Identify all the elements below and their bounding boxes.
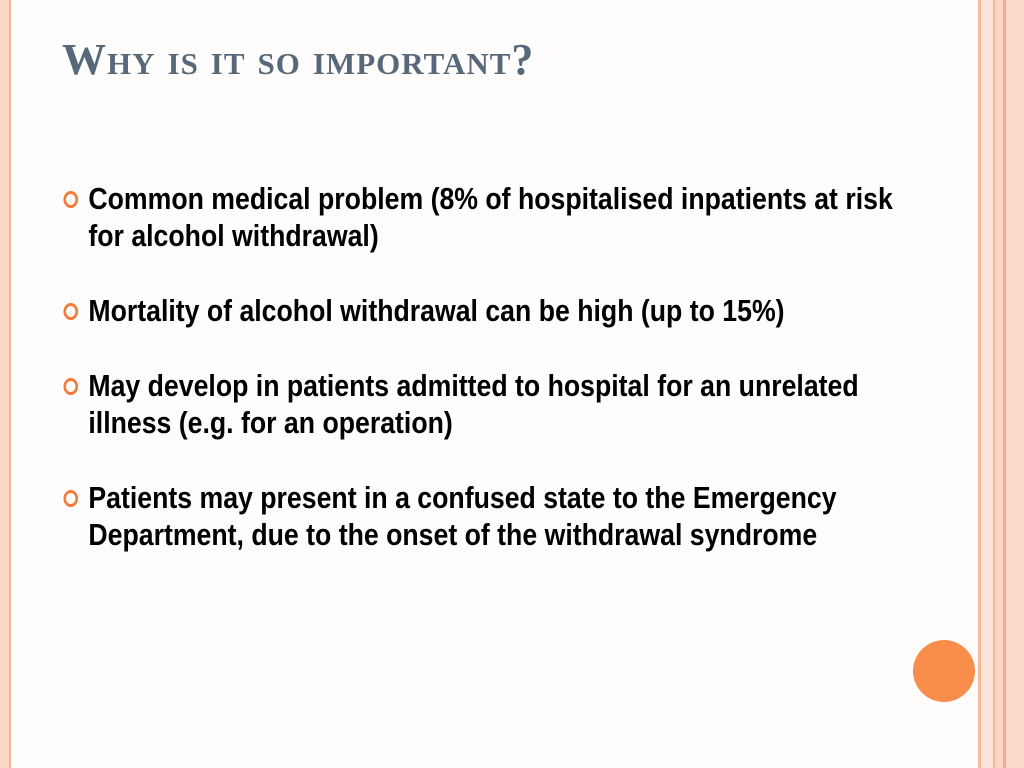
bullet-ring-icon — [63, 191, 78, 208]
bullet-item — [60, 180, 914, 254]
left-border-line — [9, 0, 11, 768]
bullet-text: Patients may present in a confused state to the Emergency Department, due to the onset of the withdrawal syndrome — [88, 480, 837, 552]
bullet-text: Mortality of alcohol withdrawal can be high (up to 15%) — [88, 293, 785, 328]
left-border-stripe — [0, 0, 9, 768]
right-border-stripes — [978, 0, 1024, 768]
bullet-item — [60, 367, 914, 441]
slide-title: Why is it so important? — [62, 35, 535, 84]
bullet-ring-icon — [63, 303, 78, 320]
bullet-text: Common medical problem (8% of hospitalised inpatients at risk for alcohol withdrawal) — [88, 181, 893, 253]
bullet-list — [60, 180, 893, 591]
stripe-band — [1006, 0, 1024, 768]
bullet-ring-icon — [63, 490, 78, 507]
stripe-band — [995, 0, 1003, 768]
bullet-ring-icon — [63, 378, 78, 395]
bullet-item — [60, 292, 914, 329]
stripe-band — [981, 0, 993, 768]
bullet-item — [60, 479, 914, 553]
bullet-text: May develop in patients admitted to hospital for an unrelated illness (e.g. for an operation) — [88, 368, 859, 440]
decorative-circle — [913, 640, 975, 702]
